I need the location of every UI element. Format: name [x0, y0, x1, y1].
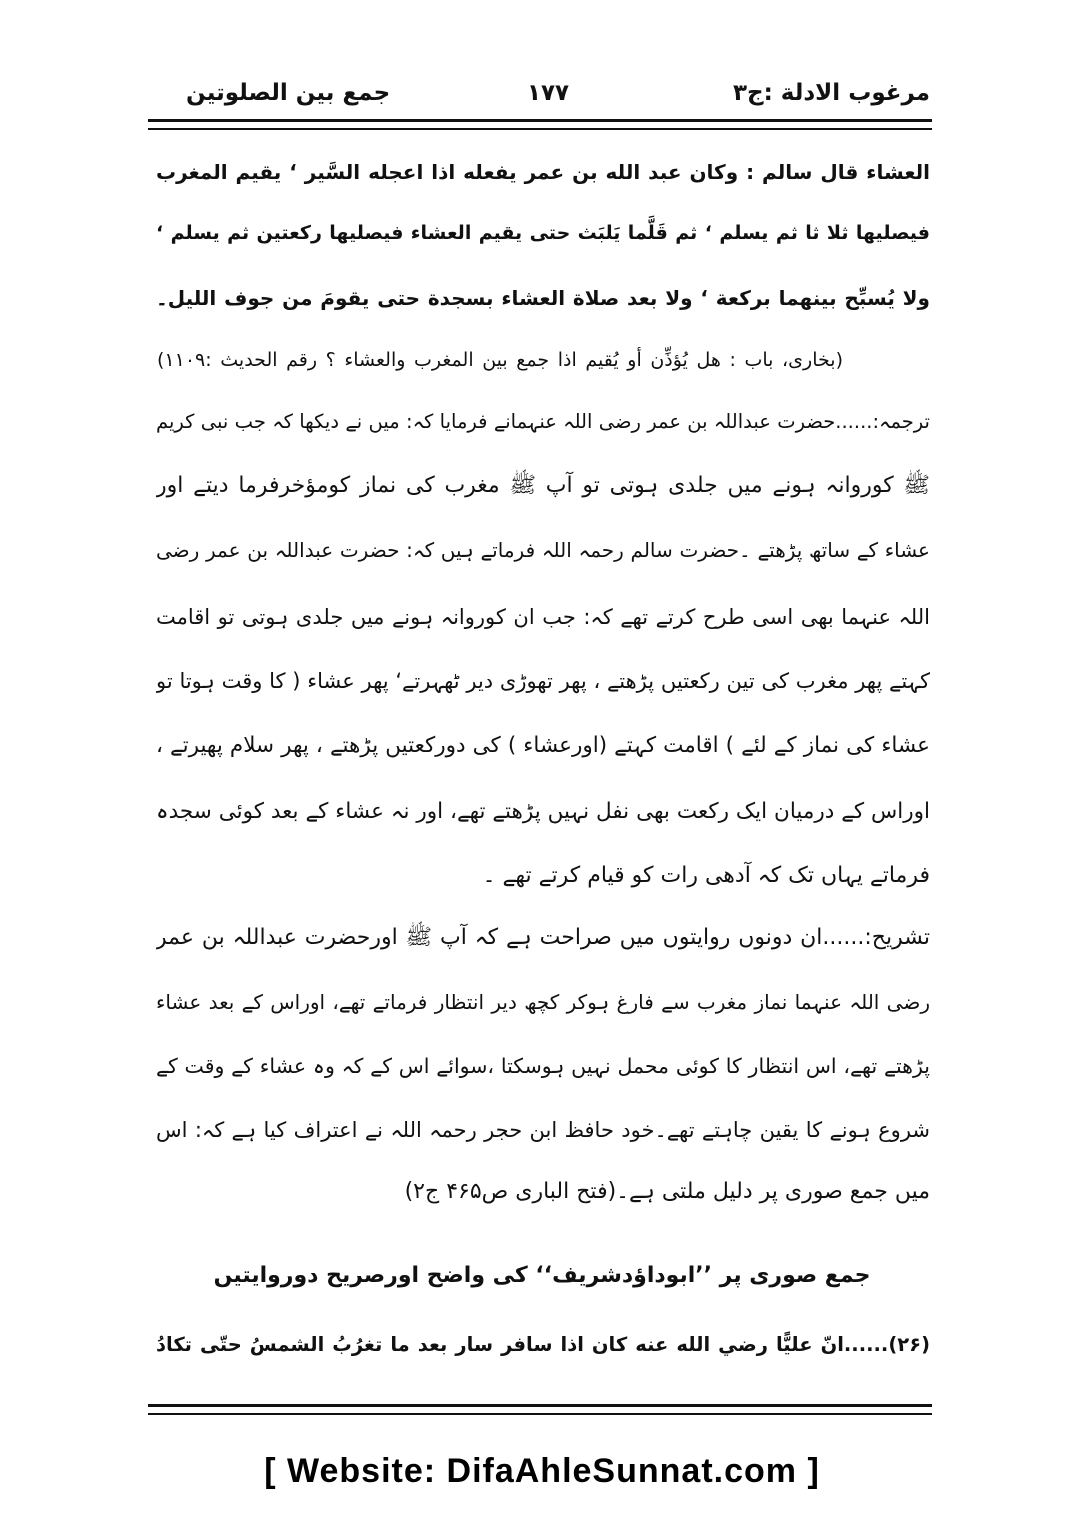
hadith-26-line: (۲۶)......انّ عليًّا رضي الله عنه كان اذا سافر سار بعد ما تغرُبُ الشمسُ حتّى تكادُ — [156, 1333, 930, 1356]
translation-line: عشاء کے ساتھ پڑھتے ۔حضرت سالم رحمہ اللہ فرماتے ہیں کہ: حضرت عبداللہ بن عمر رضی — [156, 538, 930, 562]
arabic-line: فيصليها ثلا ثا ثم يسلم ‘ ثم قَلَّما يَلبَث حتى يقيم العشاء فيصليها ركعتين ثم يسلم ‘ — [156, 222, 930, 244]
translation-line: کہتے پھر مغرب کی تین رکعتیں پڑھتے ، پھر تھوڑی دیر ٹھہرتے‘ پھر عشاء ( کا وقت ہوتا تو — [156, 669, 930, 693]
chapter-title: جمع بين الصلوتين — [186, 80, 391, 106]
section-heading: جمع صوری پر ’’ابوداؤدشریف‘‘ کی واضح اورصریح دوروایتیں — [213, 1263, 871, 1288]
explanation-line: میں جمع صوری پر دلیل ملتی ہے۔(فتح الباری ص۴۶۵ ج۲) — [404, 1179, 930, 1204]
translation-line: اوراس کے درمیان ایک رکعت بھی نفل نہیں پڑھتے تھے، اور نہ عشاء کے بعد کوئی سجدہ — [156, 799, 930, 824]
header-rule-thin — [148, 128, 932, 130]
footer-rule-thin — [148, 1413, 932, 1415]
website-footer: [ Website: DifaAhleSunnat.com ] — [264, 1452, 820, 1490]
footer-rule-thick — [148, 1404, 932, 1407]
explanation-line: پڑھتے تھے، اس انتظار کا کوئی محمل نہیں ہوسکتا ،سوائے اس کے کہ وہ عشاء کے وقت کے — [156, 1054, 930, 1078]
translation-line: عشاء کی نماز کے لئے ) اقامت کہتے (اورعشاء ) کی دورکعتیں پڑھتے ، پھر سلام پھیرتے ، — [156, 733, 930, 758]
explanation-line: شروع ہونے کا یقین چاہتے تھے۔خود حافظ ابن حجر رحمہ اللہ نے اعتراف کیا ہے کہ: اس — [156, 1118, 930, 1142]
arabic-line: ولا يُسبِّح بينهما بركعة ‘ ولا بعد صلاة العشاء بسجدة حتى يقومَ من جوف الليل۔ — [156, 286, 930, 310]
translation-line: فرماتے یہاں تک کہ آدھی رات کو قیام کرتے تھے ۔ — [482, 863, 930, 888]
translation-line: ترجمہ:......حضرت عبداللہ بن عمر رضی اللہ عنہمانے فرمایا کہ: میں نے دیکھا کہ جب نبی کریم — [156, 410, 930, 433]
translation-line: اللہ عنہما بھی اسی طرح کرتے تھے کہ: جب ان کوروانہ ہونے میں جلدی ہوتی تو اقامت — [156, 605, 930, 629]
explanation-line: رضی اللہ عنہما نماز مغرب سے فارغ ہوکر کچھ دیر انتظار فرماتے تھے، اوراس کے بعد عشاء — [156, 990, 930, 1014]
explanation-line: تشریح:......ان دونوں روایتوں میں صراحت ہے کہ آپ ﷺ اورحضرت عبداللہ بن عمر — [156, 925, 930, 950]
book-title: مرغوب الادلة :ج۳ — [732, 80, 930, 106]
header-rule-thick — [148, 119, 932, 122]
translation-line: ﷺ کوروانہ ہونے میں جلدی ہوتی تو آپ ﷺ مغرب کی نماز کومؤخرفرما دیتے اور — [156, 473, 930, 498]
page-number: ۱۷۷ — [526, 80, 570, 106]
arabic-line: العشاء قال سالم : وكان عبد الله بن عمر يفعله اذا اعجله السَّير ‘ يقيم المغرب — [156, 160, 930, 184]
hadith-citation: (بخاری، باب : هل يُؤذِّن أو يُقيم اذا جمع بين المغرب والعشاء ؟ رقم الحديث :۱۱۰۹) — [157, 349, 843, 371]
